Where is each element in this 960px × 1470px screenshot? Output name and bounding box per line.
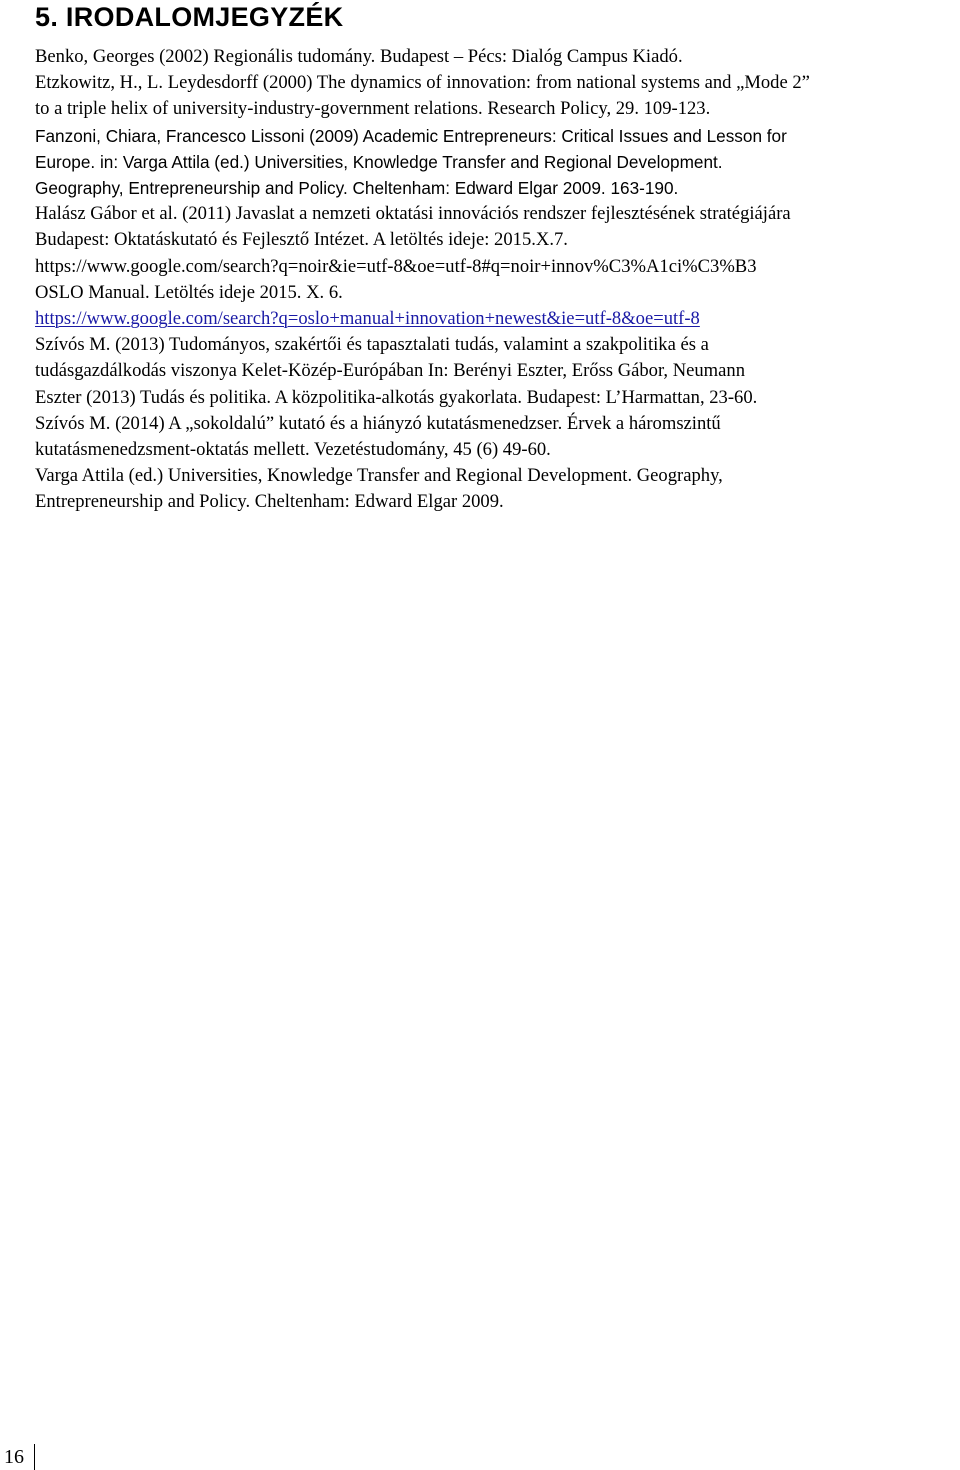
reference-szivos-2014 [35, 411, 957, 463]
reference-line: Europe. in: Varga Attila (ed.) Universities, Knowledge Transfer and Regional Development. [35, 151, 723, 172]
reference-benko [35, 44, 957, 70]
reference-line: to a triple helix of university-industry-government relations. Research Policy, 29. 109-123. [35, 98, 711, 120]
page-number: 16 [0, 1444, 35, 1470]
oslo-manual-link[interactable]: https://www.google.com/search?q=oslo+manual+innovation+newest&ie=utf-8&oe=utf-8 [35, 308, 700, 330]
reference-line: Benko, Georges (2002) Regionális tudomány. Budapest – Pécs: Dialóg Campus Kiadó. [35, 46, 683, 67]
reference-line: Szívós M. (2013) Tudományos, szakértői és tapasztalati tudás, valamint a szakpolitika és a [35, 334, 709, 356]
reference-line: Eszter (2013) Tudás és politika. A közpolitika-alkotás gyakorlata. Budapest: L’Harmattan, 23-60. [35, 386, 758, 408]
reference-line: OSLO Manual. Letöltés ideje 2015. X. 6. [35, 281, 343, 303]
reference-line: Varga Attila (ed.) Universities, Knowledge Transfer and Regional Development. Geography, [35, 465, 723, 487]
reference-line: kutatásmenedzsment-oktatás mellett. Vezetéstudomány, 45 (6) 49-60. [35, 439, 551, 461]
reference-fanzoni [35, 123, 957, 202]
reference-list [35, 44, 957, 516]
reference-line: Geography, Entrepreneurship and Policy. Cheltenham: Edward Elgar 2009. 163-190. [35, 178, 679, 199]
reference-line: tudásgazdálkodás viszonya Kelet-Közép-Európában In: Berényi Eszter, Erőss Gábor, Neumann [35, 360, 745, 382]
reference-halasz [35, 201, 957, 280]
reference-etzkowitz [35, 70, 957, 122]
reference-szivos-2013 [35, 332, 957, 411]
page-heading: 5. IRODALOMJEGYZÉK [35, 2, 344, 32]
reference-line: Entrepreneurship and Policy. Cheltenham: Edward Elgar 2009. [35, 491, 504, 513]
reference-line: Halász Gábor et al. (2011) Javaslat a nemzeti oktatási innovációs rendszer fejlesztésének stratégiájára [35, 203, 791, 225]
reference-line: Etzkowitz, H., L. Leydesdorff (2000) The dynamics of innovation: from national systems and „Mode 2” [35, 72, 810, 94]
reference-url: https://www.google.com/search?q=noir&ie=utf-8&oe=utf-8#q=noir+innov%C3%A1ci%C3%B3 [35, 255, 757, 277]
reference-varga [35, 463, 957, 515]
reference-line: Budapest: Oktatáskutató és Fejlesztő Intézet. A letöltés ideje: 2015.X.7. [35, 229, 568, 251]
reference-line: Fanzoni, Chiara, Francesco Lissoni (2009) Academic Entrepreneurs: Critical Issues and Lesson for [35, 125, 787, 146]
reference-link-line [35, 306, 957, 332]
reference-line: Szívós M. (2014) A „sokoldalú” kutató és a hiányzó kutatásmenedzser. Érvek a háromszintű [35, 412, 721, 434]
reference-oslo-manual [35, 280, 957, 332]
